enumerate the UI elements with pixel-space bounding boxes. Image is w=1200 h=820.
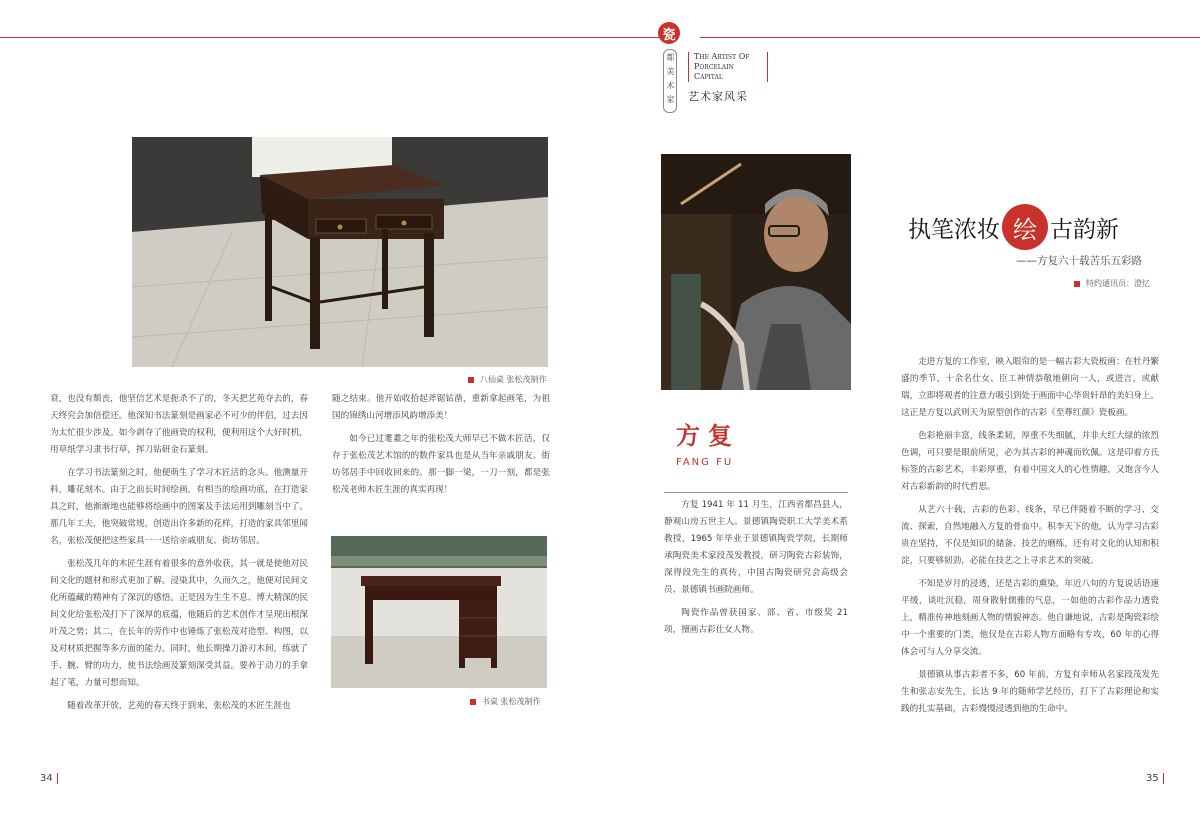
headline-part2: 古韵新	[1050, 216, 1119, 243]
header-chinese-title: 艺术家风采	[688, 90, 748, 103]
header-rule-left	[0, 37, 660, 38]
article-body	[901, 354, 1159, 724]
left-col1-para-1: 衰，也没有颓丧，他坚信艺术是扼杀不了的，冬天把艺苑夺去的，春天终究会加倍偿还。他深知书法篆刻是画家必不可少的伴侣，过去因为太忙很少涉及。如今剥夺了他画瓷的权利，便利用这个大好时机，用草纸学习隶书行草，挥刀钻研金石篆刻。	[50, 394, 308, 455]
left-col2-para-1: 随之结束。他开始收拾起斧锯钻凿，重新拿起画笔，为祖国的锦绣山河增添风韵增添美！	[332, 394, 550, 421]
headline-part1: 执笔浓妆	[908, 216, 1000, 243]
right-page-number-text: 35	[1146, 773, 1159, 784]
left-col2-para-2: 如今已过耄耋之年的张松茂大师早已不做木匠活，仅存于张松茂艺术馆的的数件家具也是从当年亲戚朋友、街坊邻居手中回收回来的。那一脚一梁，一刀一刻，都是张松茂老师木匠生涯的真实再现！	[332, 434, 550, 495]
artist-name-block	[676, 416, 740, 468]
photo-desk	[331, 536, 547, 688]
artist-name-en: FANG FU	[676, 457, 734, 468]
seal-icon	[658, 22, 680, 44]
artist-bio	[664, 492, 848, 645]
artist-bio-para-1: 方复 1941 年 11 月生，江西省都昌县人，静观山房五世主人。景德镇陶瓷职工大学美术系教授，1965 年毕业于景德镇陶瓷学院，长期师承陶瓷美术家段茂发教授，研习陶瓷古彩装饰，深得段先生的真传，中国古陶瓷研究会高级会员、景德镇书画院画师。	[664, 500, 848, 595]
header-english-line2: Porcelain Capital	[694, 62, 734, 81]
byline-text: 特约通讯员：澄忆	[1086, 279, 1150, 288]
square-table-image	[132, 137, 548, 367]
article-para-3: 从艺六十载，古彩的色彩、线条，早已伴随着不断的学习、交流、探索，自然地融入方复的骨血中。积李天下的他，认为学习古彩贵在坚持，不仅是知识的储备、技艺的磨练，还有对文化的认知和积淀，只要够韧劲，必能在技艺之上寻求艺术的突破。	[901, 505, 1159, 566]
byline-bullet	[1074, 281, 1080, 287]
article-para-5: 景德镇从事古彩者不多，60 年前，方复有幸师从名家段茂发先生和张志安先生，长达 9 年的随师学艺经历，打下了古彩理论和实践的扎实基础，古彩慢慢浸透到他的生命中。	[901, 670, 1159, 714]
artist-bio-para-2: 陶瓷作品曾获国家、部、省、市级奖 21 项，擅画古彩仕女人物。	[664, 608, 848, 635]
article-para-2: 色彩艳丽丰富，线条柔韧，厚重不失细腻，并非大红大绿的浓烈色调，可只要是眼前所见，必为其古彩的神魂而钦佩。这是印着方氏标签的古彩艺术，丰彩厚重，有着中国文人的心性情趣，又饱含今人对古彩新韵的时代哲思。	[901, 431, 1159, 492]
artist-name-cn: 方复	[676, 421, 740, 450]
photo1-caption	[468, 374, 547, 385]
photo2-caption-text: 书桌 张松茂制作	[482, 697, 541, 706]
article-para-1: 走进方复的工作室，映入眼帘的是一幅古彩大瓷板画：在牡丹繁盛的季节，十余名仕女、臣工神情恭敬地朝向一人，或进言，或献瑞，立即将观者的注意力吸引到处于画面中心华贵轩昂的美妇身上。这正是方复以武则天为原型创作的古彩《至尊红颜》瓷板画。	[901, 357, 1159, 418]
artist-portrait-image	[661, 154, 851, 390]
article-headline	[908, 204, 1168, 250]
left-column-1	[50, 391, 308, 721]
photo1-caption-text: 八仙桌 张松茂制作	[480, 375, 547, 384]
header-emblem	[658, 22, 682, 114]
header-vertical-text: 都美术家	[663, 49, 677, 113]
header-rule-right	[700, 37, 1200, 38]
left-col1-para-2: 在学习书法篆刻之时，他便萌生了学习木匠活的念头。他测量开料，雕花刻木。由于之前长时间绘画，有相当的绘画功底，在打造家具之时，他渐渐地也能够将绘画中的图案及手法运用到雕刻当中了。那几年工夫，他突破常规，创造出许多新的花样，打造的家具邻里闻名，张松茂便把这些家具一一送给亲戚朋友、街坊邻居。	[50, 468, 308, 546]
caption-bullet	[470, 699, 476, 705]
article-para-4: 不知是岁月的浸透，还是古彩的熏染，年近八旬的方复说话语速平缓，谈吐沉稳，周身散射儒雅的气息，一如他的古彩作品力透瓷上，精准传神地刻画人物的情貌神态。他自谦地说，古彩是陶瓷彩绘中一个重要的门类，他仅是在古彩人物方面略有专攻，60 年的心得体会可与人分享交流。	[901, 579, 1159, 657]
left-col1-para-4: 随着改革开放，艺苑的春天终于到来，张松茂的木匠生涯也	[67, 701, 291, 711]
left-col1-para-3: 张松茂几年的木匠生涯有着很多的意外收获，其一就是使他对民间文化的题材和形式更加了解。浸染其中，久而久之，他便对民间文化所蕴藏的精神有了深沉的感悟。正是因为生生不息、博大精深的民间文化给张松茂打下了深厚的底蕴，他随后的艺术创作才呈现出根深叶茂之势；其二，在长年的劳作中也锤炼了张松茂对造型、构图，以及对材质把握等多方面的能力。同时，他长期操刀游刃木间，练就了手、腕、臂的功力，使书法绘画及篆刻深受其益。要养于动刀的手拿起了笔，力量可想而知。	[50, 559, 308, 688]
article-subtitle: ——方复六十载苦乐五彩路	[1016, 255, 1142, 267]
desk-image	[331, 536, 547, 688]
photo2-caption	[470, 696, 541, 707]
photo-square-table	[132, 137, 548, 367]
left-page-number	[40, 773, 58, 784]
photo-artist-portrait	[661, 154, 851, 390]
right-page-number	[1146, 773, 1164, 784]
left-column-2	[332, 391, 550, 505]
header-title-block	[688, 52, 768, 104]
caption-bullet	[468, 377, 474, 383]
headline-highlight-char: 绘	[1013, 215, 1037, 244]
left-page-number-text: 34	[40, 773, 53, 784]
seal-char: 瓷	[662, 27, 676, 43]
article-byline	[1074, 278, 1150, 289]
headline-highlight	[1002, 204, 1048, 250]
header-english-line1: The Artist Of	[694, 52, 750, 61]
